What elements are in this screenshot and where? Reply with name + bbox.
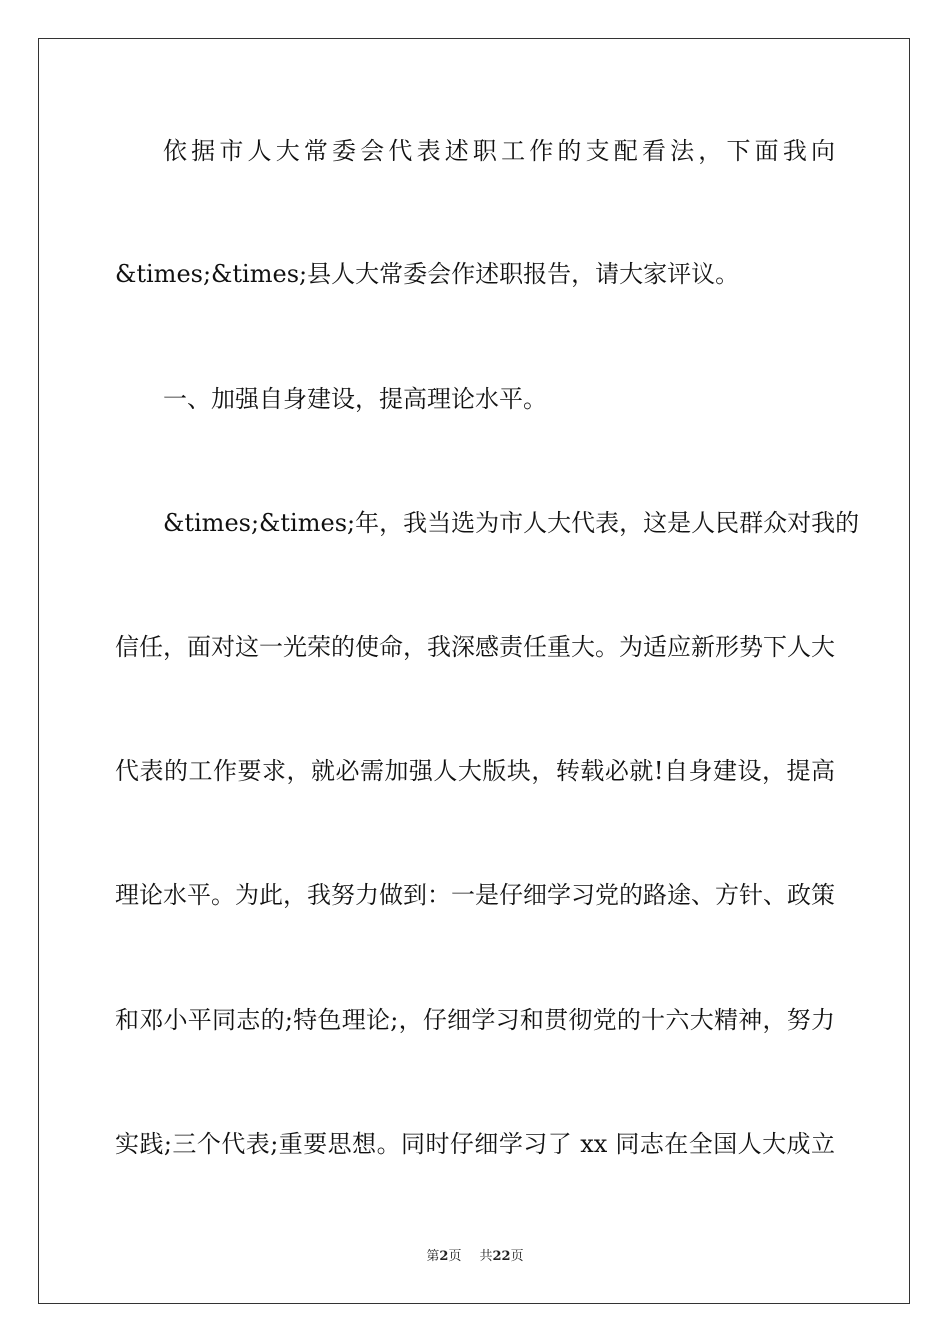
total-pages: 22 <box>492 1249 511 1264</box>
page-prefix: 第 <box>426 1249 440 1264</box>
total-prefix: 共 <box>479 1249 493 1264</box>
paragraph-line-5: 代表的工作要求，就必需加强人大版块，转载必就!自身建设，提高 <box>115 757 835 785</box>
paragraph-line-8: 实践;三个代表;重要思想。同时仔细学习了 xx 同志在全国人大成立 <box>115 1130 835 1158</box>
page-number: 2 <box>439 1249 449 1264</box>
page-footer <box>0 1248 950 1266</box>
paragraph-line-6: 理论水平。为此，我努力做到：一是仔细学习党的路途、方针、政策 <box>115 881 835 909</box>
paragraph-line-1: 依据市人大常委会代表述职工作的支配看法，下面我向 <box>163 137 835 165</box>
paragraph-line-2: &times;&times;县人大常委会作述职报告，请大家评议。 <box>115 260 740 288</box>
total-suffix: 页 <box>510 1249 524 1264</box>
section-heading-1: 一、加强自身建设，提高理论水平。 <box>163 385 547 413</box>
page-suffix: 页 <box>448 1249 462 1264</box>
page-border <box>38 38 910 1304</box>
paragraph-line-3: &times;&times;年，我当选为市人大代表，这是人民群众对我的 <box>163 509 860 537</box>
paragraph-line-4: 信任，面对这一光荣的使命，我深感责任重大。为适应新形势下人大 <box>115 633 835 661</box>
paragraph-line-7: 和邓小平同志的;特色理论;，仔细学习和贯彻党的十六大精神，努力 <box>115 1006 835 1034</box>
